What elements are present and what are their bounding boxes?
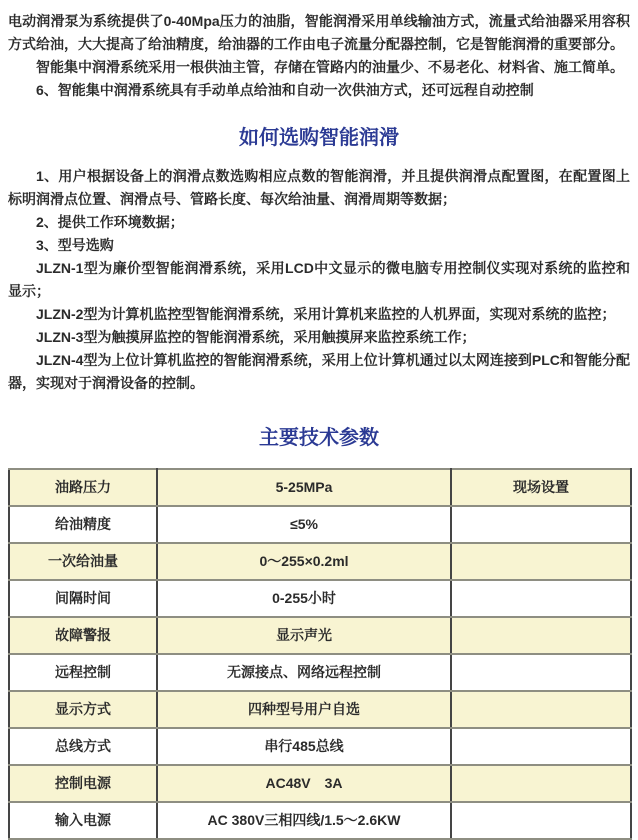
param-label-cell: 间隔时间 <box>9 580 157 617</box>
param-label-cell: 故障警报 <box>9 617 157 654</box>
param-label-cell: 显示方式 <box>9 691 157 728</box>
param-note-cell <box>451 765 631 802</box>
param-note-cell <box>451 580 631 617</box>
tech-params-table-body <box>9 469 631 839</box>
param-note-cell: 现场设置 <box>451 469 631 506</box>
tech-params-table <box>8 468 632 840</box>
param-label-cell: 控制电源 <box>9 765 157 802</box>
param-note-cell <box>451 728 631 765</box>
table-row <box>9 506 631 543</box>
param-note-cell <box>451 691 631 728</box>
param-value-cell: 无源接点、网络远程控制 <box>157 654 451 691</box>
selection-model-jlzn4: JLZN-4型为上位计算机监控的智能润滑系统，采用上位计算机通过以太网连接到PLC和智能分配器，实现对于润滑设备的控制。 <box>8 352 630 391</box>
param-value-cell: 串行485总线 <box>157 728 451 765</box>
table-row <box>9 617 631 654</box>
selection-item-1: 1、用户根据设备上的润滑点数选购相应点数的智能润滑，并且提供润滑点配置图，在配置图上标明润滑点位置、润滑点号、管路长度、每次给油量、润滑周期等数据； <box>8 168 630 207</box>
intro-paragraph-2: 智能集中润滑系统采用一根供油主管，存储在管路内的油量少、不易老化、材料省、施工简单。 <box>36 59 624 75</box>
param-value-cell: 5-25MPa <box>157 469 451 506</box>
param-value-cell: 0～255×0.2ml <box>157 543 451 580</box>
table-row <box>9 802 631 839</box>
param-label-cell: 输入电源 <box>9 802 157 839</box>
selection-item-3: 3、型号选购 <box>36 237 114 253</box>
table-row <box>9 654 631 691</box>
param-note-cell <box>451 654 631 691</box>
param-label-cell: 油路压力 <box>9 469 157 506</box>
table-row <box>9 765 631 802</box>
table-row <box>9 543 631 580</box>
param-note-cell <box>451 543 631 580</box>
section-title-tech-params: 主要技术参数 <box>259 427 379 449</box>
table-row <box>9 469 631 506</box>
param-value-cell: AC 380V三相四线/1.5～2.6KW <box>157 802 451 839</box>
param-value-cell: AC48V 3A <box>157 765 451 802</box>
table-row <box>9 728 631 765</box>
param-label-cell: 给油精度 <box>9 506 157 543</box>
selection-model-jlzn3: JLZN-3型为触摸屏监控的智能润滑系统，采用触摸屏来监控系统工作； <box>36 329 476 345</box>
param-note-cell <box>451 506 631 543</box>
param-value-cell: 0-255小时 <box>157 580 451 617</box>
selection-model-jlzn2: JLZN-2型为计算机监控型智能润滑系统，采用计算机来监控的人机界面，实现对系统的监控； <box>36 306 616 322</box>
param-note-cell <box>451 617 631 654</box>
param-label-cell: 一次给油量 <box>9 543 157 580</box>
param-value-cell: ≤5% <box>157 506 451 543</box>
intro-paragraph-3: 6、智能集中润滑系统具有手动单点给油和自动一次供油方式，还可远程自动控制 <box>36 82 534 98</box>
table-row <box>9 691 631 728</box>
selection-model-jlzn1: JLZN-1型为廉价型智能润滑系统，采用LCD中文显示的微电脑专用控制仪实现对系统的监控和显示； <box>8 260 630 299</box>
param-value-cell: 显示声光 <box>157 617 451 654</box>
param-note-cell <box>451 802 631 839</box>
section-title-how-to-buy: 如何选购智能润滑 <box>239 127 399 149</box>
param-value-cell: 四种型号用户自选 <box>157 691 451 728</box>
param-label-cell: 远程控制 <box>9 654 157 691</box>
selection-item-2: 2、提供工作环境数据； <box>36 214 184 230</box>
table-row <box>9 580 631 617</box>
intro-paragraph-1: 电动润滑泵为系统提供了0-40Mpa压力的油脂，智能润滑采用单线输油方式，流量式给油器采用容积方式给油，大大提高了给油精度，给油器的工作由电子流量分配器控制，它是智能润滑的重要部分。 <box>8 13 630 52</box>
param-label-cell: 总线方式 <box>9 728 157 765</box>
